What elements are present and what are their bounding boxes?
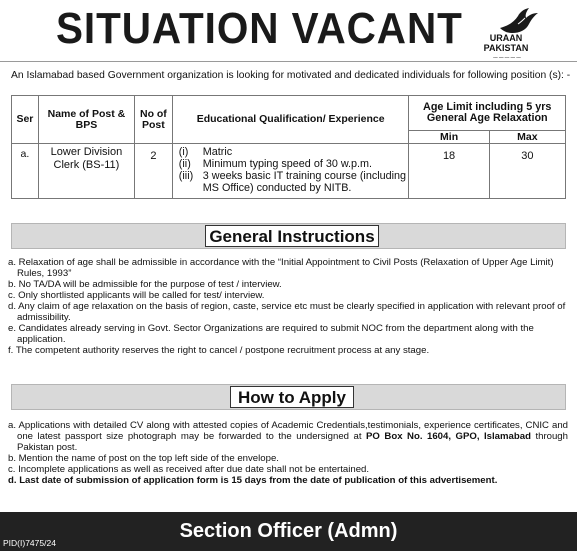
header-age-limit: Age Limit including 5 yrs General Age Relaxation — [409, 96, 566, 131]
how-to-apply-list — [8, 420, 568, 486]
list-item: (iii) 3 weeks basic IT training course (including MS Office) conducted by NITB. — [178, 170, 407, 194]
header-no-of-post: No of Post — [135, 96, 173, 144]
how-to-apply-bar — [11, 384, 566, 410]
list-item: f. The competent authority reserves the right to cancel / postpone recruitment process at any stage. — [8, 345, 430, 356]
pid-number: PID(I)7475/24 — [3, 538, 56, 548]
intro-text: An Islamabad based Government organization is looking for motivated and dedicated individuals for following position (s): - — [11, 70, 571, 81]
page-title: SITUATION VACANT — [56, 4, 463, 53]
general-instructions-list — [8, 257, 568, 356]
list-item: c. Only shortlisted applicants will be called for test/ interview. — [8, 290, 265, 301]
cell-post-name: Lower Division Clerk (BS-11) — [38, 144, 134, 199]
cell-ser: a. — [12, 144, 39, 199]
list-item: c. Incomplete applications as well as received after due date shall not be entertained. — [8, 464, 370, 475]
cell-min-age: 18 — [409, 144, 489, 199]
cell-no-of-post: 2 — [135, 144, 173, 199]
qualification-list — [173, 146, 409, 194]
how-to-apply-heading: How to Apply — [230, 386, 354, 408]
footer — [0, 512, 577, 551]
list-item: (i) Matric — [178, 146, 233, 158]
list-item: e. Candidates already serving in Govt. Sector Organizations are required to submit NOC from the department along with the application. — [8, 323, 534, 345]
list-item: d. Last date of submission of application form is 15 days from the date of publication of this advertisement. — [8, 475, 498, 486]
list-item: d. Any claim of age relaxation on the basis of region, caste, service etc must be clearly specified in application with relevant proof of admissibility. — [8, 301, 566, 323]
logo-text-line1: URAAN — [489, 33, 523, 43]
uraan-pakistan-logo — [458, 4, 554, 60]
section-officer-title: Section Officer (Admn) — [179, 520, 398, 542]
header-qualification: Educational Qualification/ Experience — [172, 96, 409, 144]
logo-urdu-script: ـــ ـــ ـــ ـــ ـــ — [493, 54, 521, 60]
list-item: b. Mention the name of post on the top left side of the envelope. — [8, 453, 279, 464]
bird-logo-icon — [498, 6, 540, 36]
header-post-name: Name of Post & BPS — [38, 96, 134, 144]
logo-text-line2: PAKISTAN — [483, 43, 529, 53]
list-item: (ii) Minimum typing speed of 30 w.p.m. — [178, 158, 373, 170]
header — [0, 0, 577, 62]
list-item: a. Applications with detailed CV along with attested copies of Academic Credentials,testimonials, experience certificates, CNIC and one latest passport size photograph may be forwarded to the undersigned at PO Box No. 1604, GPO, Islamabad through Pakistan post. — [8, 420, 568, 453]
po-box-address: PO Box No. 1604, GPO, Islamabad — [366, 431, 531, 442]
general-instructions-heading: General Instructions — [205, 225, 379, 247]
list-item: b. No TA/DA will be admissible for the purpose of test / interview. — [8, 279, 282, 290]
positions-table — [11, 95, 566, 199]
cell-qualification — [172, 144, 409, 199]
table-row — [12, 144, 566, 199]
general-instructions-bar — [11, 223, 566, 249]
header-ser: Ser — [12, 96, 39, 144]
list-item: a. Relaxation of age shall be admissible in accordance with the “Initial Appointment to Civil Posts (Relaxation of Upper Age Limit) Rules, 1993” — [8, 257, 554, 279]
header-min: Min — [409, 131, 489, 144]
cell-max-age: 30 — [489, 144, 565, 199]
header-max: Max — [489, 131, 565, 144]
